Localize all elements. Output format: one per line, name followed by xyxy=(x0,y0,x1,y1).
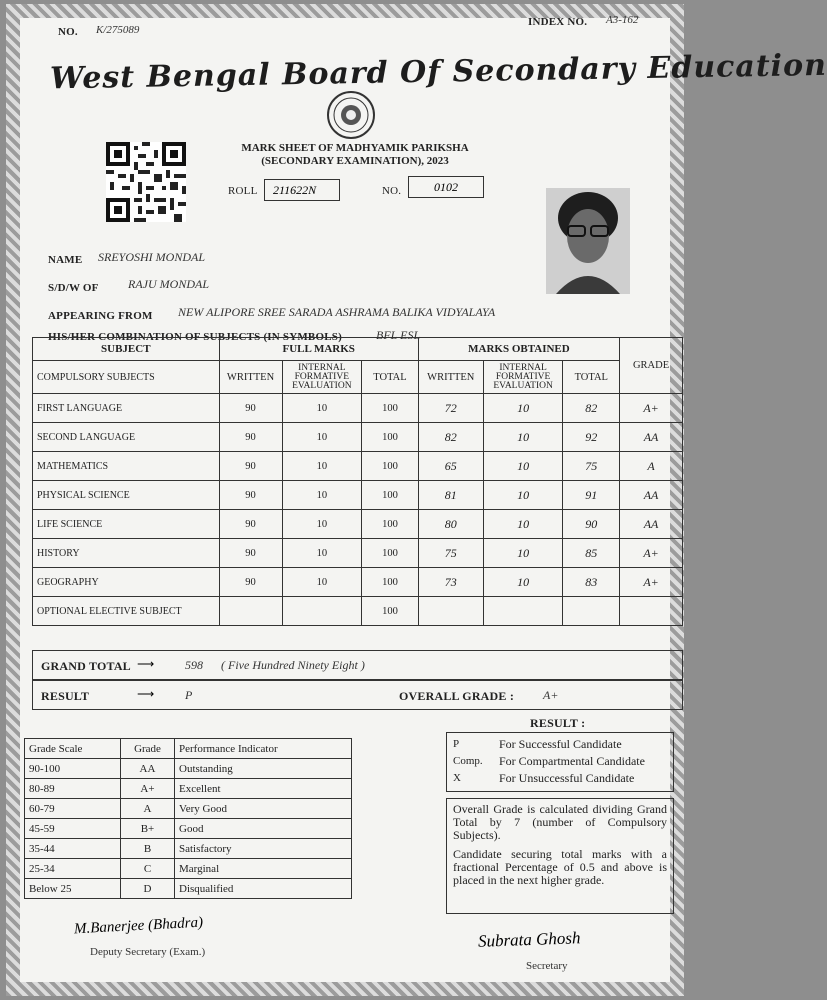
scale-performance: Excellent xyxy=(175,779,352,799)
subject-name: SECOND LANGUAGE xyxy=(33,423,220,452)
scale-range: 60-79 xyxy=(25,799,121,819)
optional-total: 100 xyxy=(362,597,419,626)
obtained-internal: 10 xyxy=(483,452,563,481)
grade-scale-row xyxy=(25,859,352,879)
full-written: 90 xyxy=(219,539,282,568)
scale-range: 90-100 xyxy=(25,759,121,779)
subject-row xyxy=(33,394,683,423)
result-legend-item xyxy=(453,753,667,770)
combination-label: HIS/HER COMBINATION OF SUBJECTS (IN SYMBOLS) xyxy=(48,331,342,343)
full-written: 90 xyxy=(219,452,282,481)
grade-note-1: Overall Grade is calculated dividing Grand Total by 7 (number of Compulsory Subjects). xyxy=(453,802,667,842)
subject-row xyxy=(33,481,683,510)
result-code: Comp. xyxy=(453,755,483,767)
compulsory-header: COMPULSORY SUBJECTS xyxy=(33,361,220,394)
school-value: NEW ALIPORE SREE SARADA ASHRAMA BALIKA VIDYALAYA xyxy=(178,305,496,319)
obtained-written: 75 xyxy=(418,539,483,568)
deputy-secretary-signature: M.Banerjee (Bhadra) xyxy=(73,914,204,938)
obtained-total: 85 xyxy=(563,539,620,568)
full-internal: 10 xyxy=(282,394,362,423)
full-marks-header: FULL MARKS xyxy=(219,338,418,361)
full-total: 100 xyxy=(362,394,419,423)
grade-header: GRADE xyxy=(620,338,683,394)
scale-performance: Marginal xyxy=(175,859,352,879)
scale-performance: Very Good xyxy=(175,799,352,819)
grade-scale-header: Grade Scale xyxy=(25,739,121,759)
scale-grade: B xyxy=(121,839,175,859)
obtained-internal: 10 xyxy=(483,510,563,539)
scale-range: 80-89 xyxy=(25,779,121,799)
result-legend-box xyxy=(446,732,674,792)
obtained-total: 92 xyxy=(563,423,620,452)
grade-scale-row xyxy=(25,759,352,779)
full-internal: 10 xyxy=(282,481,362,510)
scale-grade: B+ xyxy=(121,819,175,839)
grade-scale-row xyxy=(25,799,352,819)
full-internal: 10 xyxy=(282,423,362,452)
exam-title-line1: MARK SHEET OF MADHYAMIK PARIKSHA xyxy=(241,142,469,154)
subject-grade: AA xyxy=(620,423,683,452)
full-total-header: TOTAL xyxy=(362,361,419,394)
scale-range: 35-44 xyxy=(25,839,121,859)
qr-code-icon xyxy=(106,142,186,222)
performance-header: Performance Indicator xyxy=(175,739,352,759)
obtained-written: 82 xyxy=(418,423,483,452)
scale-grade: D xyxy=(121,879,175,899)
full-written: 90 xyxy=(219,481,282,510)
grade-scale-row xyxy=(25,879,352,899)
index-value: A3-162 xyxy=(606,14,639,26)
optional-cell xyxy=(483,597,563,626)
full-total: 100 xyxy=(362,423,419,452)
scale-grade: A+ xyxy=(121,779,175,799)
obtained-internal: 10 xyxy=(483,568,563,597)
overall-grade-label: OVERALL GRADE : xyxy=(399,689,515,703)
marks-obtained-header: MARKS OBTAINED xyxy=(418,338,619,361)
secretary-title: Secretary xyxy=(526,960,568,972)
serial-label: NO. xyxy=(58,26,78,38)
obtained-written: 72 xyxy=(418,394,483,423)
obtained-internal: 10 xyxy=(483,481,563,510)
obtained-total: 83 xyxy=(563,568,620,597)
index-label: INDEX NO. xyxy=(528,16,588,28)
subject-row xyxy=(33,452,683,481)
roll-label: ROLL xyxy=(228,185,258,197)
obt-internal-header: INTERNAL FORMATIVE EVALUATION xyxy=(483,361,563,394)
secretary-signature: Subrata Ghosh xyxy=(477,928,581,951)
obtained-written: 65 xyxy=(418,452,483,481)
full-total: 100 xyxy=(362,568,419,597)
scale-grade: A xyxy=(121,799,175,819)
board-title: West Bengal Board Of Secondary Education xyxy=(49,47,827,97)
obtained-total: 82 xyxy=(563,394,620,423)
full-total: 100 xyxy=(362,481,419,510)
exam-title xyxy=(220,142,490,168)
obt-written-header: WRITTEN xyxy=(418,361,483,394)
subject-grade: A+ xyxy=(620,394,683,423)
scale-performance: Good xyxy=(175,819,352,839)
result-legend-title: RESULT : xyxy=(530,716,586,730)
appearing-label: APPEARING FROM xyxy=(48,310,153,322)
subject-row xyxy=(33,568,683,597)
optional-cell xyxy=(620,597,683,626)
optional-cell xyxy=(219,597,282,626)
full-total: 100 xyxy=(362,539,419,568)
result-meaning: For Successful Candidate xyxy=(499,737,622,751)
full-written: 90 xyxy=(219,394,282,423)
subject-grade: A xyxy=(620,452,683,481)
optional-subject-label: OPTIONAL ELECTIVE SUBJECT xyxy=(33,597,220,626)
full-internal: 10 xyxy=(282,568,362,597)
subject-grade: AA xyxy=(620,510,683,539)
full-internal: 10 xyxy=(282,452,362,481)
full-internal: 10 xyxy=(282,510,362,539)
marksheet-page xyxy=(6,4,827,996)
optional-cell xyxy=(418,597,483,626)
result-label: RESULT xyxy=(41,689,90,703)
roll-no-value: 0102 xyxy=(408,176,484,198)
subject-grade: AA xyxy=(620,481,683,510)
subject-grade: A+ xyxy=(620,539,683,568)
obtained-internal: 10 xyxy=(483,394,563,423)
board-seal-icon xyxy=(326,90,376,140)
subject-name: LIFE SCIENCE xyxy=(33,510,220,539)
grade-col-header: Grade xyxy=(121,739,175,759)
scale-grade: AA xyxy=(121,759,175,779)
deputy-secretary-title: Deputy Secretary (Exam.) xyxy=(90,946,206,958)
subject-name: PHYSICAL SCIENCE xyxy=(33,481,220,510)
subject-grade: A+ xyxy=(620,568,683,597)
marks-table xyxy=(32,337,683,626)
scale-range: Below 25 xyxy=(25,879,121,899)
combination-value: BFL ESL xyxy=(376,328,421,342)
full-written: 90 xyxy=(219,510,282,539)
subject-row xyxy=(33,423,683,452)
grand-total-words: ( Five Hundred Ninety Eight ) xyxy=(221,658,365,672)
full-internal-header: INTERNAL FORMATIVE EVALUATION xyxy=(282,361,362,394)
full-written: 90 xyxy=(219,568,282,597)
full-internal: 10 xyxy=(282,539,362,568)
subject-name: GEOGRAPHY xyxy=(33,568,220,597)
roll-value: 211622N xyxy=(264,179,340,201)
scale-range: 45-59 xyxy=(25,819,121,839)
result-legend-item xyxy=(453,770,667,787)
obtained-internal: 10 xyxy=(483,539,563,568)
result-arrow: ⟶ xyxy=(137,687,155,701)
obt-total-header: TOTAL xyxy=(563,361,620,394)
grand-total-bar xyxy=(32,650,683,680)
obtained-total: 91 xyxy=(563,481,620,510)
obtained-internal: 10 xyxy=(483,423,563,452)
subject-name: HISTORY xyxy=(33,539,220,568)
name-value: SREYOSHI MONDAL xyxy=(98,250,205,264)
scale-performance: Satisfactory xyxy=(175,839,352,859)
grand-total-value: 598 xyxy=(185,658,203,672)
grade-scale-row xyxy=(25,819,352,839)
scale-performance: Disqualified xyxy=(175,879,352,899)
full-total: 100 xyxy=(362,510,419,539)
obtained-written: 73 xyxy=(418,568,483,597)
optional-cell xyxy=(563,597,620,626)
scale-range: 25-34 xyxy=(25,859,121,879)
subject-name: MATHEMATICS xyxy=(33,452,220,481)
name-label: NAME xyxy=(48,254,83,266)
grade-scale-row xyxy=(25,839,352,859)
exam-title-line2: (SECONDARY EXAMINATION), 2023 xyxy=(261,155,449,167)
grade-notes-box xyxy=(446,798,674,914)
grade-scale-table xyxy=(24,738,352,899)
full-written: 90 xyxy=(219,423,282,452)
obtained-total: 75 xyxy=(563,452,620,481)
result-meaning: For Compartmental Candidate xyxy=(499,754,645,768)
obtained-total: 90 xyxy=(563,510,620,539)
parent-value: RAJU MONDAL xyxy=(128,277,209,291)
full-written-header: WRITTEN xyxy=(219,361,282,394)
subject-name: FIRST LANGUAGE xyxy=(33,394,220,423)
obtained-written: 81 xyxy=(418,481,483,510)
scale-grade: C xyxy=(121,859,175,879)
subject-header: SUBJECT xyxy=(33,338,220,361)
subject-row xyxy=(33,510,683,539)
result-meaning: For Unsuccessful Candidate xyxy=(499,771,635,785)
student-photo xyxy=(546,188,630,294)
roll-no-label: NO. xyxy=(382,185,402,197)
result-bar xyxy=(32,680,683,710)
parent-label: S/D/W OF xyxy=(48,282,99,294)
grand-total-label: GRAND TOTAL xyxy=(41,659,131,673)
result-value: P xyxy=(185,688,193,702)
grade-scale-row xyxy=(25,779,352,799)
result-code: P xyxy=(453,738,460,750)
grade-note-2: Candidate securing total marks with a fractional Percentage of 0.5 and above is placed in the next higher grade. xyxy=(453,847,667,887)
optional-cell xyxy=(282,597,362,626)
result-legend-item xyxy=(453,736,667,753)
full-total: 100 xyxy=(362,452,419,481)
subject-row xyxy=(33,539,683,568)
obtained-written: 80 xyxy=(418,510,483,539)
grand-total-arrow: ⟶ xyxy=(137,657,155,671)
overall-grade-value: A+ xyxy=(543,688,559,702)
scale-performance: Outstanding xyxy=(175,759,352,779)
serial-value: K/275089 xyxy=(96,24,140,36)
result-code: X xyxy=(453,772,461,784)
